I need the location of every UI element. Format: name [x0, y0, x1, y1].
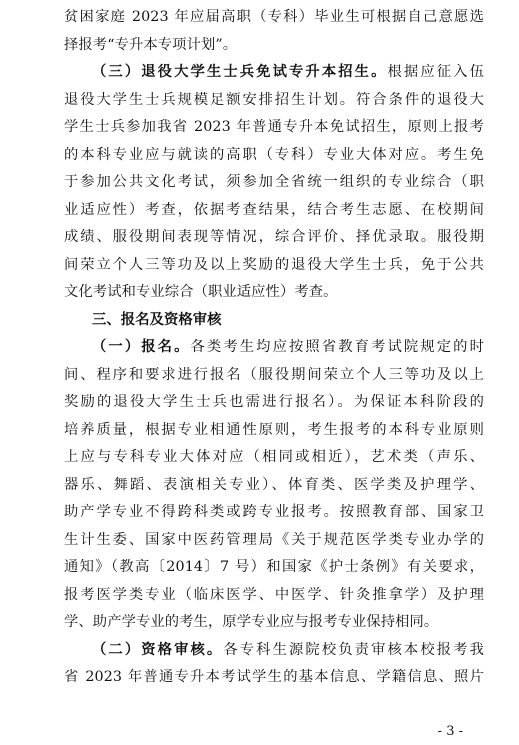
- subsection-title: （三）退役大学生士兵免试专升本招生。: [92, 64, 388, 80]
- subsection-title: （一）报名。: [92, 339, 191, 355]
- text-line: [64, 637, 484, 665]
- text-run: 根据应征入伍: [387, 64, 484, 80]
- subsection-title: （二）资格审核。: [92, 641, 224, 658]
- text-line: 省 2023 年普通专升本考试学生的基本信息、学籍信息、照片: [64, 669, 484, 685]
- text-line: 培养质量，根据专业相通性原则，考生报考的本科专业原则: [64, 421, 484, 438]
- text-line: 择报考“专升本专项计划”。: [64, 36, 238, 53]
- text-line: [64, 59, 484, 87]
- text-line: 通知》（教高〔2014〕7 号）和国家《护士条例》有关要求，: [64, 559, 484, 575]
- text-line: 上应与专科专业大体对应（相同或相近），艺术类（声乐、: [64, 449, 484, 465]
- text-line: 学、助产学专业的考生，原学专业应与报考专业保持相同。: [64, 614, 439, 630]
- text-line: 的本科专业应与就读的高职（专科）专业大体对应。考生免: [64, 146, 484, 163]
- text-run: 各类考生均应按照省教育考试院规定的时: [190, 339, 484, 355]
- text-line: 贫困家庭 2023 年应届高职（专科）毕业生可根据自己意愿选: [64, 9, 484, 25]
- text-line: [64, 334, 484, 362]
- text-line: 间荣立个人三等功及以上奖励的退役大学生士兵，免于公共: [64, 256, 484, 273]
- text-line: 生计生委、国家中医药管理局《关于规范医学类专业办学的: [64, 531, 484, 548]
- section-heading: 三、报名及资格审核: [92, 311, 222, 328]
- text-line: 器乐、舞蹈、表演相关专业）、体育类、医学类及护理学、: [64, 476, 484, 493]
- text-run: 各专科生源院校负责审核本校报考我: [223, 641, 484, 658]
- text-line: 学生士兵参加我省 2023 年普通专升本免试招生，原则上报考: [64, 119, 484, 135]
- body-text: [64, 4, 484, 692]
- text-line: 助产学专业不得跨科类或跨专业报考。按照教育部、国家卫: [64, 504, 484, 520]
- text-line: 奖励的退役大学生士兵也需进行报名）。为保证本科阶段的: [64, 394, 484, 410]
- page-number: - 3 -: [437, 724, 463, 739]
- text-line: 间、程序和要求进行报名（服役期间荣立个人三等功及以上: [64, 366, 484, 383]
- text-line: 于参加公共文化考试，须参加全省统一组织的专业综合（职: [64, 174, 484, 190]
- text-line: 业适应性）考查，依据考查结果，结合考生志愿、在校期间: [64, 201, 484, 218]
- text-line: 报考医学类专业（临床医学、中医学、针灸推拿学）及护理: [64, 586, 484, 603]
- text-line: 退役大学生士兵规模足额安排招生计划。符合条件的退役大: [64, 91, 484, 108]
- text-line: 文化考试和专业综合（职业适应性）考查。: [64, 284, 338, 300]
- text-line: 成绩、服役期间表现等情况，综合评价、择优录取。服役期: [64, 229, 484, 245]
